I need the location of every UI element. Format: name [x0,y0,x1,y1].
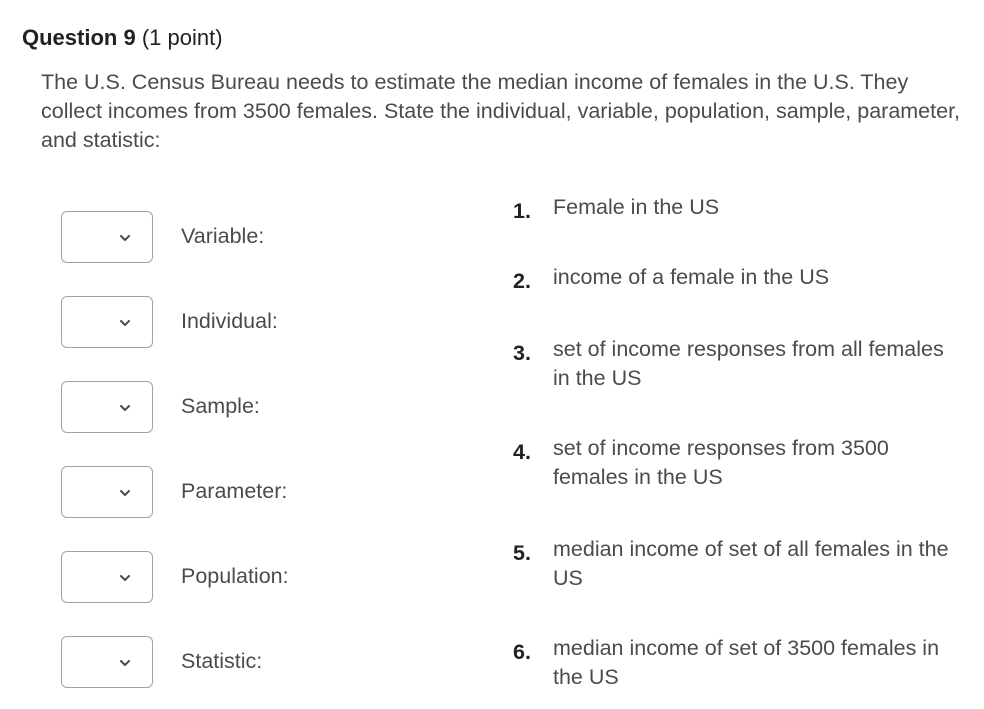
choice-text: median income of set of all females in the US [553,537,949,590]
match-row-variable [61,211,481,263]
choice-text: income of a female in the US [553,265,830,289]
chevron-down-icon [118,571,132,585]
question-points: (1 point) [141,25,223,50]
statistic-select[interactable] [61,636,153,688]
choice-number: 5. [513,541,531,565]
parameter-label: Parameter: [181,479,288,503]
match-row-individual [61,296,481,348]
variable-label: Variable: [181,224,265,248]
statistic-label: Statistic: [181,649,263,673]
choice-number: 6. [513,640,531,664]
population-select[interactable] [61,551,153,603]
choice-text: median income of set of 3500 females in the US [553,636,940,689]
question-title: Question 9 [22,25,136,50]
sample-label: Sample: [181,394,260,418]
choice-number: 1. [513,199,531,223]
choice-number: 3. [513,341,531,365]
choice-text: Female in the US [553,195,720,219]
match-row-statistic [61,636,481,688]
chevron-down-icon [118,401,132,415]
question-header [22,24,223,52]
match-row-parameter [61,466,481,518]
choice-number: 4. [513,440,531,464]
match-row-sample [61,381,481,433]
chevron-down-icon [118,231,132,245]
question-text: The U.S. Census Bureau needs to estimate the median income of females in the U.S. They collect incomes from 3500 females. State the individual, variable, population, sample, parameter, and statistic: [41,70,961,152]
parameter-select[interactable] [61,466,153,518]
population-label: Population: [181,564,289,588]
individual-select[interactable] [61,296,153,348]
match-row-population [61,551,481,603]
chevron-down-icon [118,486,132,500]
chevron-down-icon [118,316,132,330]
variable-select[interactable] [61,211,153,263]
choice-text: set of income responses from all females in the US [553,337,944,390]
sample-select[interactable] [61,381,153,433]
chevron-down-icon [118,656,132,670]
choice-text: set of income responses from 3500 females in the US [553,436,889,489]
choice-number: 2. [513,269,531,293]
individual-label: Individual: [181,309,278,333]
